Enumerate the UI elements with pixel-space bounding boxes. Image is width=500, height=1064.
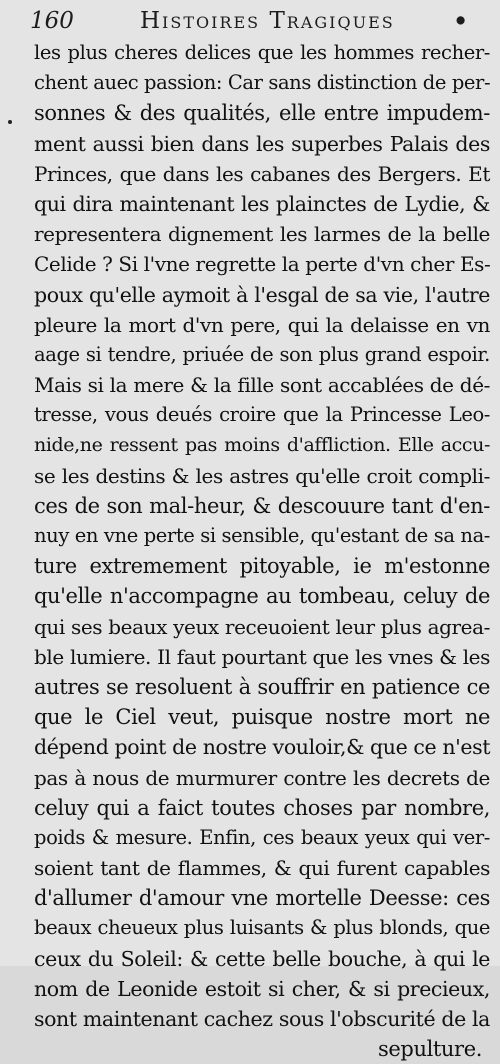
text-line: nide,ne ressent pas moins d'affliction. Elle accu-: [34, 434, 490, 457]
text-line: Celide ? Si l'vne regrette la perte d'vn cher Es-: [34, 252, 491, 277]
text-line: d'allumer d'amour vne mortelle Deesse: ces: [34, 886, 490, 911]
margin-ink-dot: [8, 120, 12, 124]
text-line: Princes, que dans les cabanes des Bergers. Et: [34, 161, 490, 186]
text-line: poux qu'elle aymoit à l'esgal de sa vie, l'autre: [34, 282, 490, 307]
text-line: se les destins & les astres qu'elle croit compli-: [34, 463, 490, 488]
text-line: dépend point de nostre vouloir,& que ce n'est: [34, 735, 491, 760]
text-line: beaux cheueux plus luisants & plus blonds, que: [34, 916, 490, 940]
text-line-final: sepulture.: [378, 1037, 482, 1062]
text-line: sont maintenant cachez sous l'obscurité de la: [34, 1007, 490, 1031]
body-text: [34, 38, 490, 1064]
text-line: sonnes & des qualités, elle entre impudem-: [34, 101, 490, 126]
page-number: 160: [30, 8, 74, 34]
text-line: ceux du Soleil: & cette belle bouche, à qui le: [34, 946, 490, 971]
text-line: pleure la mort d'vn pere, qui la delaisse en vn: [34, 312, 490, 337]
text-line: ble lumiere. Il faut pourtant que les vnes & les: [34, 644, 490, 669]
text-line: autres se resoluent à souffrir en patience ce: [34, 674, 490, 699]
text-line: poids & mesure. Enfin, ces beaux yeux qui ver-: [34, 825, 490, 849]
text-line: qui dira maintenant les plainctes de Lydie, &: [34, 191, 490, 216]
text-line: qui ses beaux yeux receuoient leur plus agrea-: [34, 614, 490, 639]
text-line: que le Ciel veut, puisque nostre mort ne: [34, 705, 490, 730]
text-line: aage si tendre, priuée de son plus grand espoir.: [34, 342, 490, 366]
text-line: pas à nous de murmurer contre les decrets de: [34, 765, 490, 790]
text-line: soient tant de flammes, & qui furent capables: [34, 856, 490, 881]
text-line: ces de son mal-heur, & descouure tant d'en-: [34, 493, 490, 518]
head-ornament-mark: •: [453, 8, 468, 35]
running-title: Histoires Tragiques: [140, 8, 395, 34]
text-line: celuy qui a faict toutes choses par nombre,: [34, 795, 490, 820]
text-line: qu'elle n'accompagne au tombeau, celuy de: [34, 584, 490, 609]
text-line: ment aussi bien dans les superbes Palais des: [34, 131, 490, 156]
text-line: nuy en vne perte si sensible, qu'estant de sa na-: [34, 524, 490, 547]
text-line: les plus cheres delices que les hommes recher-: [34, 41, 490, 64]
text-line: chent auec passion: Car sans distinction de per-: [34, 71, 491, 95]
text-line: tresse, vous deués croire que la Princesse Leo-: [34, 403, 490, 427]
running-head: [30, 4, 490, 38]
text-line: representera dignement les larmes de la belle: [34, 222, 490, 247]
text-line: Mais si la mere & la fille sont accablées de dé-: [34, 373, 490, 398]
text-line: ture extremement pitoyable, ie m'estonne: [34, 554, 490, 579]
text-line: nom de Leonide estoit si cher, & si precieux,: [34, 976, 490, 1001]
